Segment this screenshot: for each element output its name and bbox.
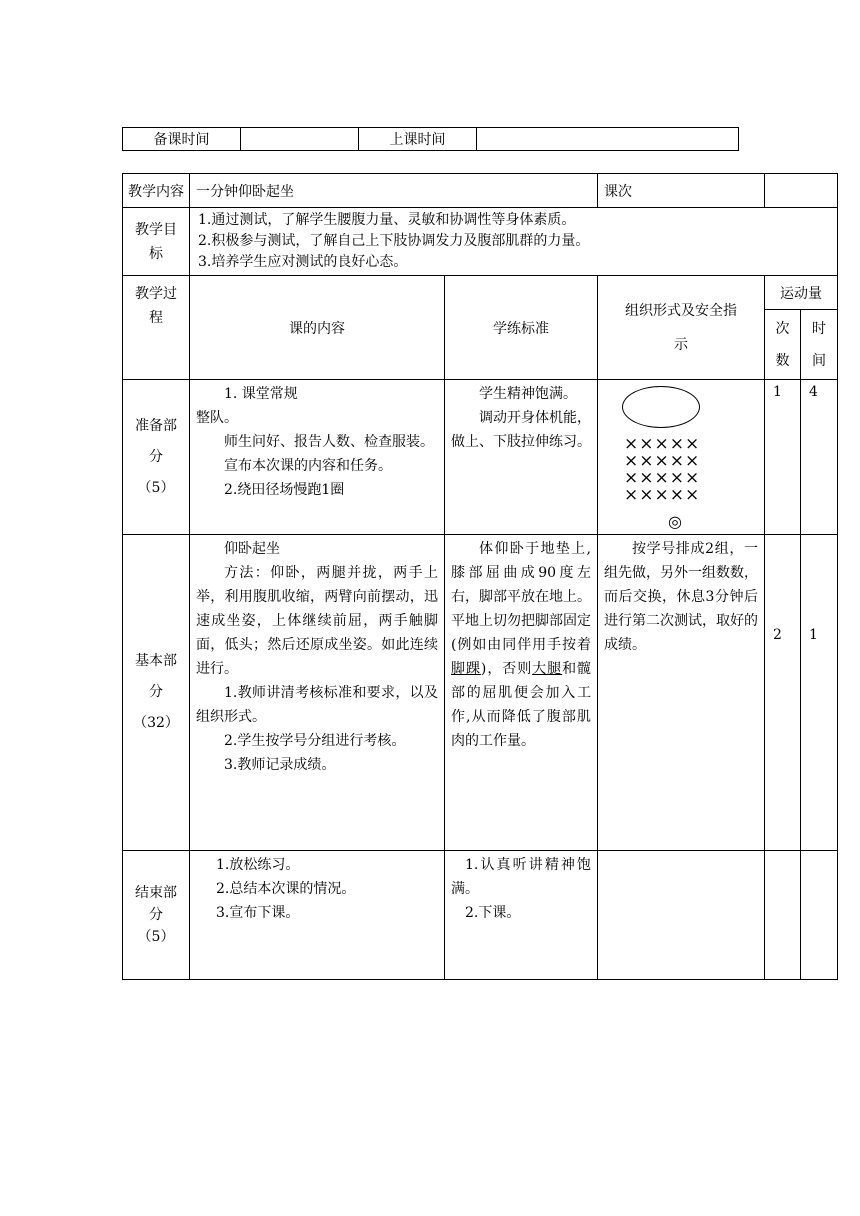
end-standard (445, 851, 598, 980)
prep-label-line3: （5） (137, 479, 175, 496)
basic-standard-text (451, 537, 591, 753)
basic-count: 2 (765, 535, 801, 851)
end-label (123, 851, 190, 980)
end-standard-2: 2.下课。 (465, 905, 521, 921)
col-organization-line1: 组织形式及安全指 (625, 302, 737, 319)
prep-standard (445, 380, 598, 535)
prep-formation-diagram (598, 380, 765, 535)
goals-cell (190, 208, 838, 276)
content-label: 教学内容 (123, 174, 190, 208)
formation-row-1: ××××× (624, 434, 701, 454)
formation-rows (624, 436, 700, 504)
goal-label-line2: 标 (149, 245, 163, 262)
prep-label-line2: 分 (149, 448, 163, 465)
basic-label-line2: 分 (149, 684, 163, 700)
formation-oval (622, 386, 700, 428)
goal-2: 2.积极参与测试，了解自己上下肢协调发力及腹部肌群的力量。 (198, 233, 590, 249)
end-content (190, 851, 445, 980)
end-content-2: 2.总结本次课的情况。 (216, 881, 356, 897)
prep-content-2: 整队。 (196, 410, 238, 426)
formation-row-4: ××××× (624, 485, 701, 505)
col-organization-line2: 示 (674, 336, 688, 353)
prep-content-4: 宣布本次课的内容和任务。 (224, 458, 392, 474)
header-table (122, 127, 739, 151)
basic-standard-part-a: 体仰卧于地垫上,膝部屈曲成90度左右，脚部平放在地上。平地上切勿把脚部固定(例如由同伴用手按着 (451, 541, 591, 653)
lesson-no-label-text: 课次 (604, 184, 632, 200)
col-count-line1: 次 (775, 320, 790, 337)
goal-label (123, 208, 190, 276)
col-process-line1: 教学过 (135, 286, 177, 302)
goal-3: 3.培养学生应对测试的良好心态。 (198, 254, 408, 270)
formation-row-3: ××××× (624, 468, 701, 488)
col-time (801, 310, 838, 380)
prep-content-5: 2.绕田径场慢跑1圈 (224, 482, 345, 498)
basic-content-3: 1.教师讲清考核标准和要求，以及组织形式。 (196, 685, 438, 725)
content-value: 一分钟仰卧起坐 (190, 174, 598, 208)
lesson-no-value (765, 174, 838, 208)
ankle-term: 脚踝 (451, 661, 481, 677)
end-standard-1: 1.认真听讲精神饱满。 (451, 857, 591, 897)
basic-content-4: 2.学生按学号分组进行考核。 (224, 733, 406, 749)
basic-organization-text: 按学号排成2组，一组先做，另外一组数数，而后交换，休息3分钟后进行第二次测试，取好的成绩。 (604, 541, 758, 653)
teacher-position-mark: ◎ (668, 512, 682, 531)
thigh-term: 大腿 (532, 661, 563, 677)
goal-1: 1.通过测试，了解学生腰腹力量、灵敏和协调性等身体素质。 (198, 212, 576, 228)
end-time (801, 851, 838, 980)
end-label-line3: （5） (137, 929, 175, 945)
col-count-line2: 数 (775, 352, 790, 369)
class-time-label: 上课时间 (359, 128, 477, 151)
basic-organization (598, 535, 765, 851)
end-content-1: 1.放松练习。 (216, 857, 300, 873)
lesson-no-label (598, 174, 765, 208)
basic-content-2: 方法：仰卧，两腿并拢，两手上举，利用腹肌收缩，两臂向前摆动，迅速成坐姿，上体继续前屈，两手触脚面，低头；然后还原成坐姿。如此连续进行。 (196, 565, 438, 677)
basic-content (190, 535, 445, 851)
prep-content-1: 1. 课堂常规 (224, 386, 298, 402)
end-organization (598, 851, 765, 980)
lesson-plan-table (122, 173, 838, 980)
prep-content (190, 380, 445, 535)
prep-time: 4 (801, 380, 838, 535)
basic-standard-part-c: 和髋部的屈肌便会加入工作,从而降低了腹部肌肉的工作量。 (451, 661, 592, 749)
end-content-3: 3.宣布下课。 (216, 905, 300, 921)
col-count (765, 310, 801, 380)
col-process (123, 276, 190, 380)
col-organization (598, 276, 765, 380)
basic-label (123, 535, 190, 851)
col-time-line2: 间 (812, 352, 826, 369)
formation-row-2: ××××× (624, 451, 701, 471)
col-process-line2: 程 (149, 310, 163, 326)
basic-content-5: 3.教师记录成绩。 (224, 757, 336, 773)
prep-time-value[interactable] (241, 128, 359, 151)
prep-standard-2: 调动开身体机能，做上、下肢拉伸练习。 (451, 410, 591, 450)
end-label-line2: 分 (149, 907, 163, 923)
prep-count: 1 (765, 380, 801, 535)
basic-standard-part-b: )，否则 (480, 661, 533, 677)
col-load: 运动量 (765, 276, 838, 310)
prep-time-label: 备课时间 (123, 128, 241, 151)
class-time-value[interactable] (477, 128, 739, 151)
end-label-line1: 结束部 (135, 885, 177, 901)
goal-label-line1: 教学目 (135, 221, 177, 238)
basic-content-1: 仰卧起坐 (224, 541, 280, 557)
end-count (765, 851, 801, 980)
col-time-line1: 时 (812, 320, 826, 337)
prep-label-line1: 准备部 (135, 417, 177, 434)
basic-standard (445, 535, 598, 851)
prep-content-3: 师生问好、报告人数、检查服装。 (224, 434, 434, 450)
basic-time: 1 (801, 535, 838, 851)
basic-label-line1: 基本部 (135, 653, 177, 669)
basic-label-line3: （32） (133, 715, 179, 731)
col-content: 课的内容 (190, 276, 445, 380)
prep-standard-1: 学生精神饱满。 (479, 386, 577, 402)
col-standard: 学练标准 (445, 276, 598, 380)
prep-label (123, 380, 190, 535)
